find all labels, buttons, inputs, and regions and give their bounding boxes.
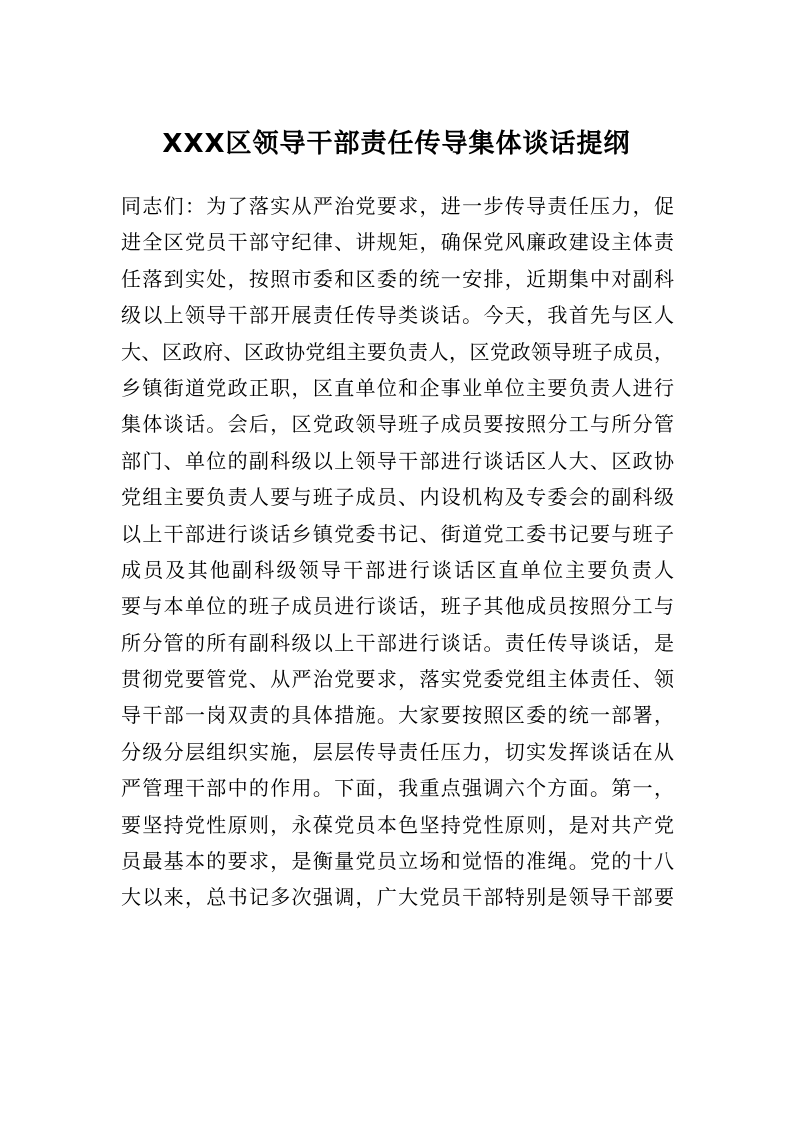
text-line: 集体谈话。会后，区党政领导班子成员要按照分工与所分管 (121, 412, 674, 437)
text-line: 党组主要负责人要与班子成员、内设机构及专委会的副科级 (121, 485, 674, 510)
text-line: 乡镇街道党政正职，区直单位和企事业单位主要负责人进行 (121, 375, 674, 400)
text-line: 分级分层组织实施，层层传导责任压力，切实发挥谈话在从 (121, 739, 674, 764)
text-line: 导干部一岗双责的具体措施。大家要按照区委的统一部署， (121, 703, 674, 728)
text-line: 大以来，总书记多次强调，广大党员干部特别是领导干部要 (121, 885, 674, 910)
text-line: 以上干部进行谈话乡镇党委书记、街道党工委书记要与班子 (121, 521, 674, 546)
text-line: 所分管的所有副科级以上干部进行谈话。责任传导谈话，是 (121, 630, 674, 655)
text-line: 成员及其他副科级领导干部进行谈话区直单位主要负责人 (121, 557, 674, 582)
text-line: 同志们：为了落实从严治党要求，进一步传导责任压力，促 (121, 194, 674, 218)
body-paragraph (121, 188, 674, 916)
text-line: 部门、单位的副科级以上领导干部进行谈话区人大、区政协 (121, 448, 674, 473)
text-line: 大、区政府、区政协党组主要负责人，区党政领导班子成员， (121, 339, 674, 364)
document-title: XXX区领导干部责任传导集体谈话提纲 (162, 129, 631, 159)
text-line: 要坚持党性原则，永葆党员本色坚持党性原则，是对共产党 (121, 812, 674, 837)
text-line: 贯彻党要管党、从严治党要求，落实党委党组主体责任、领 (121, 667, 674, 692)
text-line: 级以上领导干部开展责任传导类谈话。今天，我首先与区人 (121, 303, 674, 328)
text-line: 员最基本的要求，是衡量党员立场和觉悟的准绳。党的十八 (121, 849, 674, 874)
text-line: 任落到实处，按照市委和区委的统一安排，近期集中对副科 (121, 266, 674, 291)
text-line: 进全区党员干部守纪律、讲规矩，确保党风廉政建设主体责 (121, 230, 674, 255)
text-line: 要与本单位的班子成员进行谈话，班子其他成员按照分工与 (121, 594, 674, 619)
text-line: 严管理干部中的作用。下面，我重点强调六个方面。第一， (121, 776, 674, 801)
